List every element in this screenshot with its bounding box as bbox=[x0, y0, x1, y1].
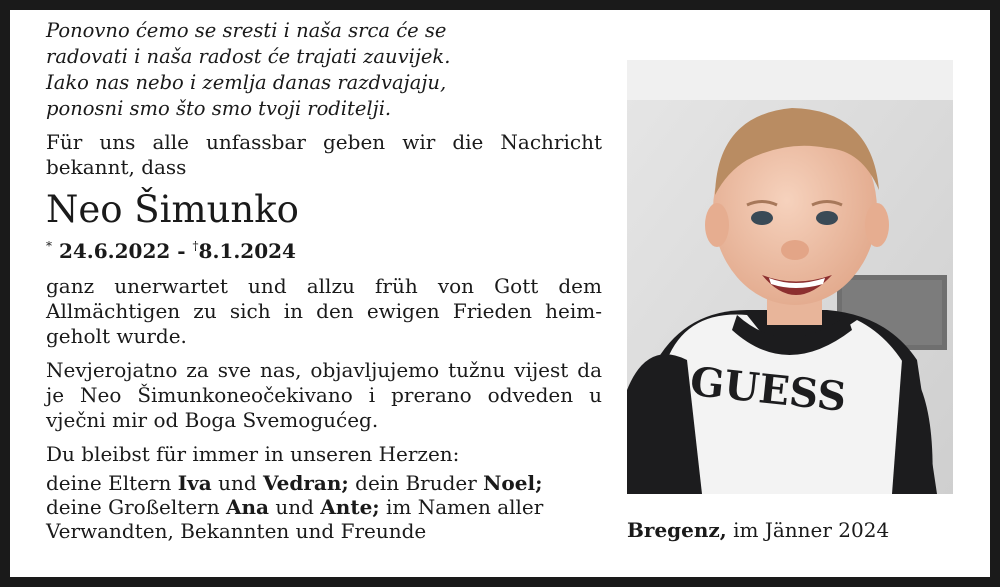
croatian-text: Nevjerojatno za sve nas, objavljujemo tužnu vijest da je Neo Šimunkoneočekivano i prerano odveden u vječni mir od Boga Svemogućeg. bbox=[46, 358, 602, 432]
child-portrait-illustration bbox=[627, 60, 953, 494]
birth-symbol: * bbox=[46, 239, 52, 253]
obituary-text-column bbox=[46, 18, 602, 543]
death-date: 8.1.2024 bbox=[198, 239, 296, 263]
family-text: deine Großeltern bbox=[46, 495, 226, 519]
life-dates bbox=[46, 233, 602, 264]
place-date-line bbox=[627, 517, 889, 543]
family-name: Noel; bbox=[483, 471, 543, 495]
obituary-card bbox=[10, 10, 990, 577]
death-symbol: † bbox=[192, 239, 199, 253]
german-text: ganz unerwartet und allzu früh von Gott dem Allmächtigen zu sich in den ewigen Frieden heim-geholt wurde. bbox=[46, 274, 602, 348]
poem-line: Iako nas nebo i zemlja danas razdvajaju, bbox=[46, 71, 447, 94]
family-name: Iva bbox=[177, 471, 212, 495]
family-name: Ana bbox=[225, 495, 269, 519]
poem-line: ponosni smo što smo tvoji roditelji. bbox=[46, 97, 392, 120]
family-text: Verwandten, Bekannten und Freunde bbox=[46, 519, 427, 543]
farewell-text: Du bleibst für immer in unseren Herzen: bbox=[46, 442, 460, 466]
family-text: und bbox=[268, 495, 321, 519]
poem-line: radovati i naša radost će trajati zauvijek. bbox=[46, 45, 451, 68]
family-text: deine Eltern bbox=[46, 471, 178, 495]
place-city: Bregenz, bbox=[627, 518, 727, 542]
birth-date: 24.6.2022 - bbox=[58, 239, 186, 263]
family-list bbox=[46, 471, 602, 543]
family-text: im Namen aller bbox=[379, 495, 544, 519]
family-name: Ante; bbox=[320, 495, 380, 519]
intro-text: Für uns alle unfassbar geben wir die Nachricht bekannt, dass bbox=[46, 130, 602, 179]
family-name: Vedran; bbox=[263, 471, 349, 495]
place-date: im Jänner 2024 bbox=[726, 518, 890, 542]
poem-line: Ponovno ćemo se sresti i naša srca će se bbox=[46, 19, 447, 42]
deceased-name: Neo Šimunko bbox=[46, 188, 299, 231]
shirt-text: GUESS bbox=[687, 357, 849, 422]
family-text: dein Bruder bbox=[348, 471, 484, 495]
portrait-photo bbox=[627, 60, 953, 494]
family-text: und bbox=[211, 471, 263, 495]
poem bbox=[46, 18, 602, 122]
